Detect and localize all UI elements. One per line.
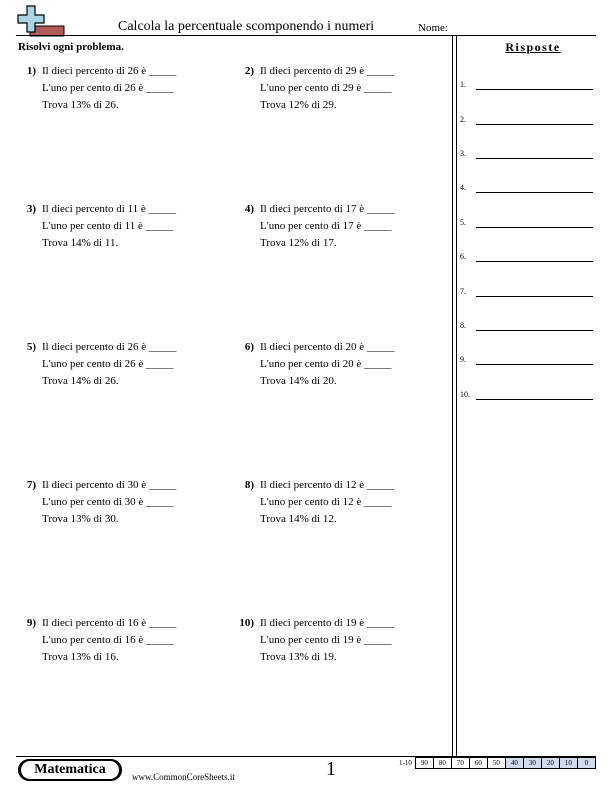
- problem-number: 4): [244, 203, 254, 215]
- problem-text: [42, 477, 176, 528]
- answer-number: 7.: [460, 287, 466, 296]
- answer-number: 2.: [460, 115, 466, 124]
- problem-line: Il dieci percento di 26 è _____: [42, 341, 177, 353]
- score-cell: 80: [433, 758, 451, 769]
- problem-line: Il dieci percento di 16 è _____: [42, 617, 177, 629]
- problem-line: Trova 14% di 12.: [260, 513, 337, 525]
- problem-text: [260, 477, 394, 528]
- problem-number: 8): [244, 479, 254, 491]
- problem-text: [42, 63, 176, 114]
- answer-row: [460, 149, 594, 163]
- problem-line: Trova 13% di 19.: [260, 651, 337, 663]
- subject-label: Matematica: [21, 761, 119, 779]
- problem-line: Il dieci percento di 29 è _____: [260, 65, 395, 77]
- answer-blank[interactable]: [476, 330, 593, 331]
- answer-number: 8.: [460, 321, 466, 330]
- problem-line: L'uno per cento di 17 è _____: [260, 220, 392, 232]
- name-label: Nome:: [418, 22, 448, 34]
- answer-row: [460, 80, 594, 94]
- problem-line: L'uno per cento di 12 è _____: [260, 496, 392, 508]
- problem-line: Il dieci percento di 20 è _____: [260, 341, 395, 353]
- score-cell: 70: [451, 758, 469, 769]
- problem-line: Il dieci percento di 17 è _____: [260, 203, 395, 215]
- answer-row: [460, 390, 594, 404]
- answer-number: 9.: [460, 355, 466, 364]
- answer-blank[interactable]: [476, 296, 593, 297]
- answer-blank[interactable]: [476, 364, 593, 365]
- math-logo-icon: [16, 4, 68, 38]
- answer-blank[interactable]: [476, 399, 593, 400]
- problem-line: Il dieci percento di 19 è _____: [260, 617, 395, 629]
- problem-number: 9): [26, 617, 36, 629]
- problem-line: Il dieci percento di 12 è _____: [260, 479, 395, 491]
- answer-row: [460, 115, 594, 129]
- worksheet-title: Calcola la percentuale scomponendo i numeri: [118, 19, 375, 34]
- answer-number: 1.: [460, 80, 466, 89]
- problem-line: Trova 14% di 11.: [42, 237, 119, 249]
- problem-number: 1): [26, 65, 36, 77]
- score-cell: 40: [505, 758, 523, 769]
- score-cell: 20: [541, 758, 559, 769]
- problem-line: Il dieci percento di 30 è _____: [42, 479, 177, 491]
- score-table: [396, 757, 596, 769]
- score-cell: 10: [559, 758, 577, 769]
- page-number: 1: [326, 758, 336, 780]
- answer-number: 10.: [460, 390, 470, 399]
- problem-line: L'uno per cento di 11 è _____: [42, 220, 174, 232]
- answer-row: [460, 321, 594, 335]
- problem-text: [42, 339, 176, 390]
- column-divider: [452, 36, 457, 756]
- header-divider: [16, 35, 596, 36]
- answer-number: 3.: [460, 149, 466, 158]
- answer-blank[interactable]: [476, 192, 593, 193]
- score-cell: 60: [469, 758, 487, 769]
- problem-line: L'uno per cento di 29 è _____: [260, 82, 392, 94]
- score-cell: 90: [415, 758, 433, 769]
- problem-line: Trova 13% di 26.: [42, 99, 119, 111]
- answer-row: [460, 218, 594, 232]
- problem-text: [260, 339, 394, 390]
- score-cell: 50: [487, 758, 505, 769]
- answer-blank[interactable]: [476, 261, 593, 262]
- answer-row: [460, 183, 594, 197]
- score-range-label: 1-10: [399, 759, 412, 767]
- problem-text: [260, 63, 394, 114]
- answer-blank[interactable]: [476, 158, 593, 159]
- answer-blank[interactable]: [476, 227, 593, 228]
- problem-line: L'uno per cento di 26 è _____: [42, 358, 174, 370]
- answer-number: 4.: [460, 183, 466, 192]
- problem-number: 10): [239, 617, 254, 629]
- problem-line: Il dieci percento di 26 è _____: [42, 65, 177, 77]
- problem-number: 2): [244, 65, 254, 77]
- answer-row: [460, 355, 594, 369]
- problem-number: 6): [244, 341, 254, 353]
- problem-number: 3): [26, 203, 36, 215]
- problem-line: L'uno per cento di 16 è _____: [42, 634, 174, 646]
- problem-line: Trova 14% di 26.: [42, 375, 119, 387]
- problem-line: L'uno per cento di 19 è _____: [260, 634, 392, 646]
- instructions: Risolvi ogni problema.: [18, 41, 124, 53]
- problem-line: Trova 14% di 20.: [260, 375, 337, 387]
- score-cell: 0: [577, 758, 595, 769]
- problem-text: [260, 201, 394, 252]
- score-cell: 30: [523, 758, 541, 769]
- problem-line: L'uno per cento di 26 è _____: [42, 82, 174, 94]
- answer-row: [460, 287, 594, 301]
- problem-line: L'uno per cento di 20 è _____: [260, 358, 392, 370]
- answer-blank[interactable]: [476, 89, 593, 90]
- problem-text: [260, 615, 394, 666]
- problem-line: Trova 13% di 16.: [42, 651, 119, 663]
- answers-title: Risposte: [505, 40, 561, 54]
- problem-line: Trova 12% di 29.: [260, 99, 337, 111]
- problem-line: Trova 12% di 17.: [260, 237, 337, 249]
- problem-line: Il dieci percento di 11 è _____: [42, 203, 176, 215]
- answer-number: 6.: [460, 252, 466, 261]
- problem-text: [42, 201, 176, 252]
- problem-text: [42, 615, 176, 666]
- answer-blank[interactable]: [476, 124, 593, 125]
- site-link[interactable]: www.CommonCoreSheets.it: [132, 772, 235, 782]
- answer-number: 5.: [460, 218, 466, 227]
- answer-row: [460, 252, 594, 266]
- problem-number: 7): [26, 479, 36, 491]
- problem-line: L'uno per cento di 30 è _____: [42, 496, 174, 508]
- problem-line: Trova 13% di 30.: [42, 513, 119, 525]
- score-row: [396, 758, 595, 769]
- problem-number: 5): [26, 341, 36, 353]
